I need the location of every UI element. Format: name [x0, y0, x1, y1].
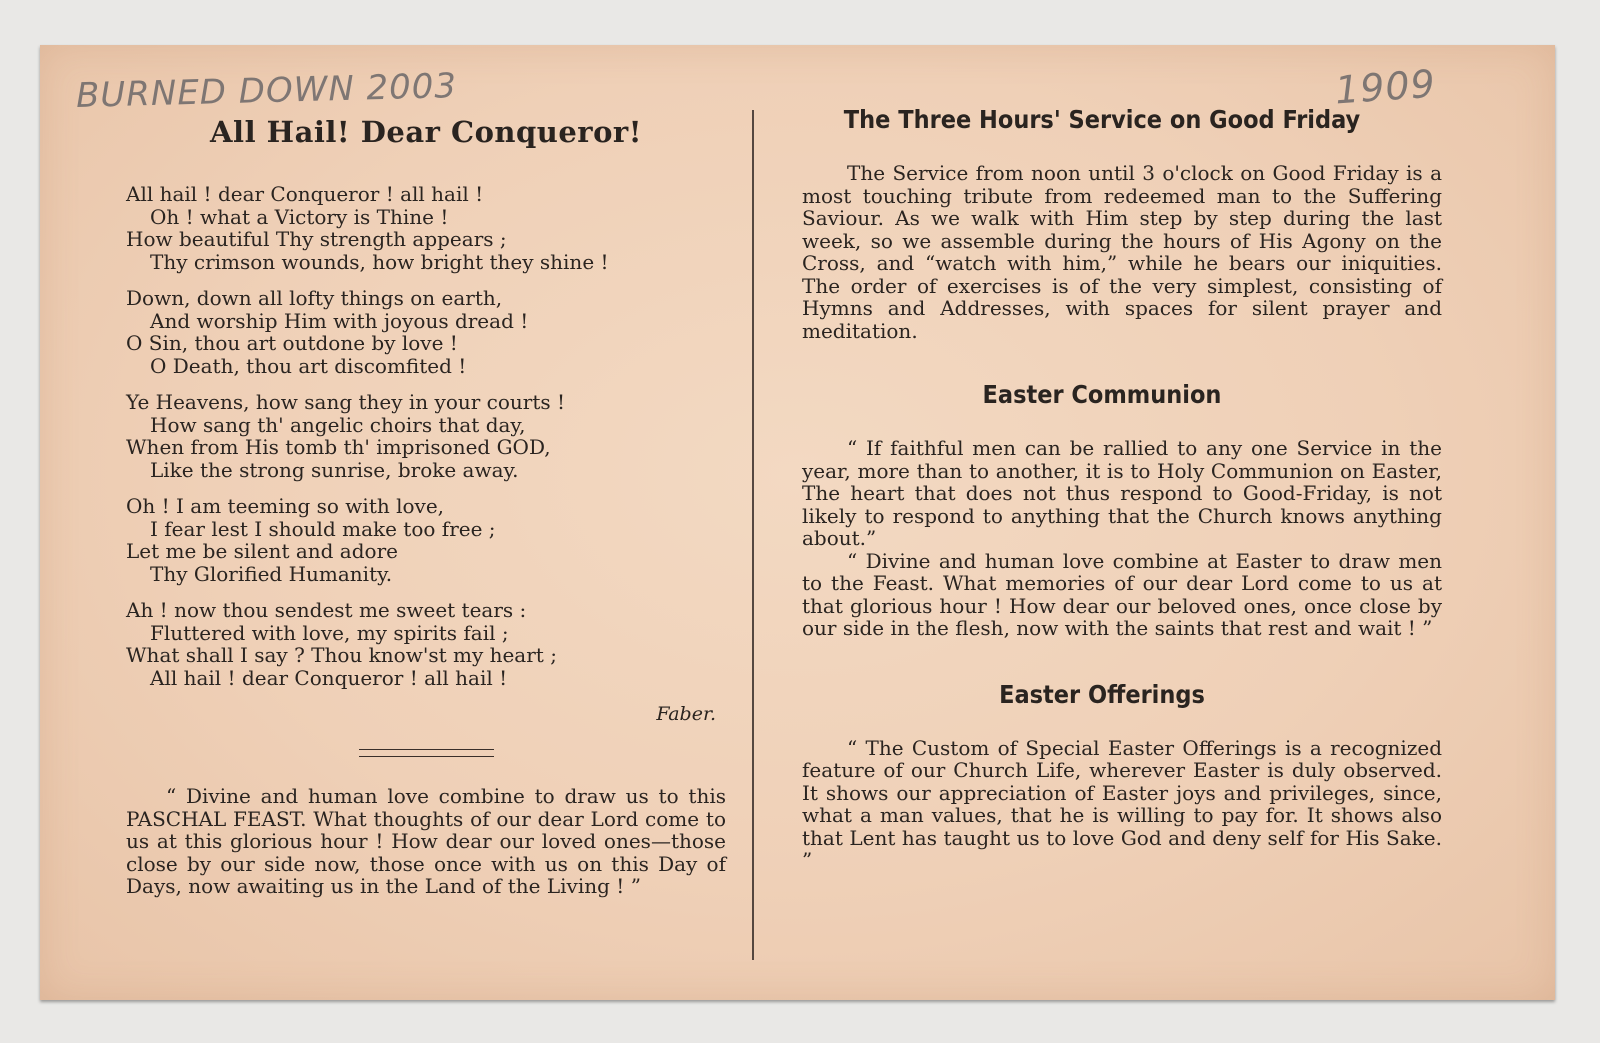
left-column [126, 115, 726, 898]
poem-stanza [126, 599, 726, 689]
section-title-easter-offerings: Easter Offerings [999, 679, 1205, 709]
poem-line: All hail ! dear Conqueror ! all hail ! [150, 665, 508, 690]
poem-line: Thy Glorified Humanity. [150, 561, 393, 586]
poem-line: Down, down all lofty things on earth, [126, 286, 503, 310]
handwritten-note: BURNED DOWN 2003 [75, 66, 458, 116]
poem-body [126, 183, 726, 689]
right-column [762, 105, 1442, 872]
poem-line: Ye Heavens, how sang they in your courts ! [126, 390, 566, 414]
poem-line: And worship Him with joyous dread ! [150, 308, 529, 333]
poem-line: Oh ! I am teeming so with love, [126, 494, 445, 518]
poem-stanza [126, 391, 726, 481]
poem-line: Like the strong sunrise, broke away. [150, 457, 519, 482]
section-paragraph: “ The Custom of Special Easter Offerings is a recognized feature of our Church Life, wherever Easter is duly observed. It shows our appreciation of Easter joys and privileges, since, what a man values, that he is willing to pay for. It shows also that Lent has taught us to love God and deny self for His Sake. ” [802, 735, 1442, 872]
double-rule-divider [359, 749, 494, 757]
poem-line: O Death, thou art discomfited ! [150, 353, 467, 378]
paschal-quote: “ Divine and human love combine to draw us to this PASCHAL FEAST. What thoughts of our dear Lord come to us at this glorious hour ! How dear our loved ones—those close by our side now, those once with us on this Day of Days, now awaiting us in the Land of the Living ! ” [126, 784, 726, 898]
poem-stanza [126, 495, 726, 585]
column-divider [752, 110, 754, 960]
poem-stanza [126, 287, 726, 377]
poem-line: Oh ! what a Victory is Thine ! [150, 204, 449, 229]
poem-line: I fear lest I should make too free ; [150, 516, 496, 541]
section-paragraph: “ If faithful men can be rallied to any one Service in the year, more than to another, it is to Holy Communion on Easter, The heart that does not thus respond to Good-Friday, is not likely to respond to anything that the Church knows anything about.” [802, 436, 1442, 550]
poem-stanza [126, 183, 726, 273]
section-title-good-friday: The Three Hours' Service on Good Friday [843, 105, 1361, 134]
poem-line: When from His tomb th' imprisoned GOD, [126, 435, 551, 459]
poem-line: How sang th' angelic choirs that day, [150, 412, 526, 437]
handwritten-year: 1909 [1333, 61, 1438, 113]
poem-line: O Sin, thou art outdone by love ! [126, 331, 458, 355]
poem-line: What shall I say ? Thou know'st my heart ; [126, 643, 557, 667]
poem-line: All hail ! dear Conqueror ! all hail ! [126, 182, 484, 206]
poem-line: Let me be silent and adore [126, 539, 398, 563]
poem-line: Thy crimson wounds, how bright they shine ! [150, 249, 609, 274]
section-title-easter-communion: Easter Communion [982, 380, 1222, 409]
poem-line: How beautiful Thy strength appears ; [126, 227, 507, 251]
section-paragraph: The Service from noon until 3 o'clock on Good Friday is a most touching tribute from redeemed man to the Suffering Saviour. As we walk with Him step by step during the last week, so we assemble during the hours of His Agony on the Cross, and “watch with him,” while he bears our iniquities. The order of exercises is of the very simplest, consisting of Hymns and Addresses, with spaces for silent prayer and meditation. [802, 161, 1442, 343]
poem-line: Fluttered with love, my spirits fail ; [150, 620, 509, 645]
poem-title: All Hail! Dear Conqueror! [210, 115, 642, 149]
section-paragraph: “ Divine and human love combine at Easter to draw men to the Feast. What memories of our dear Lord come to us at that glorious hour ! How dear our beloved ones, once close by our side in the flesh, now with the saints that rest and wait ! ” [802, 548, 1442, 640]
poem-attribution: Faber. [656, 703, 716, 725]
poem-line: Ah ! now thou sendest me sweet tears : [126, 598, 527, 622]
postcard [40, 45, 1555, 1000]
